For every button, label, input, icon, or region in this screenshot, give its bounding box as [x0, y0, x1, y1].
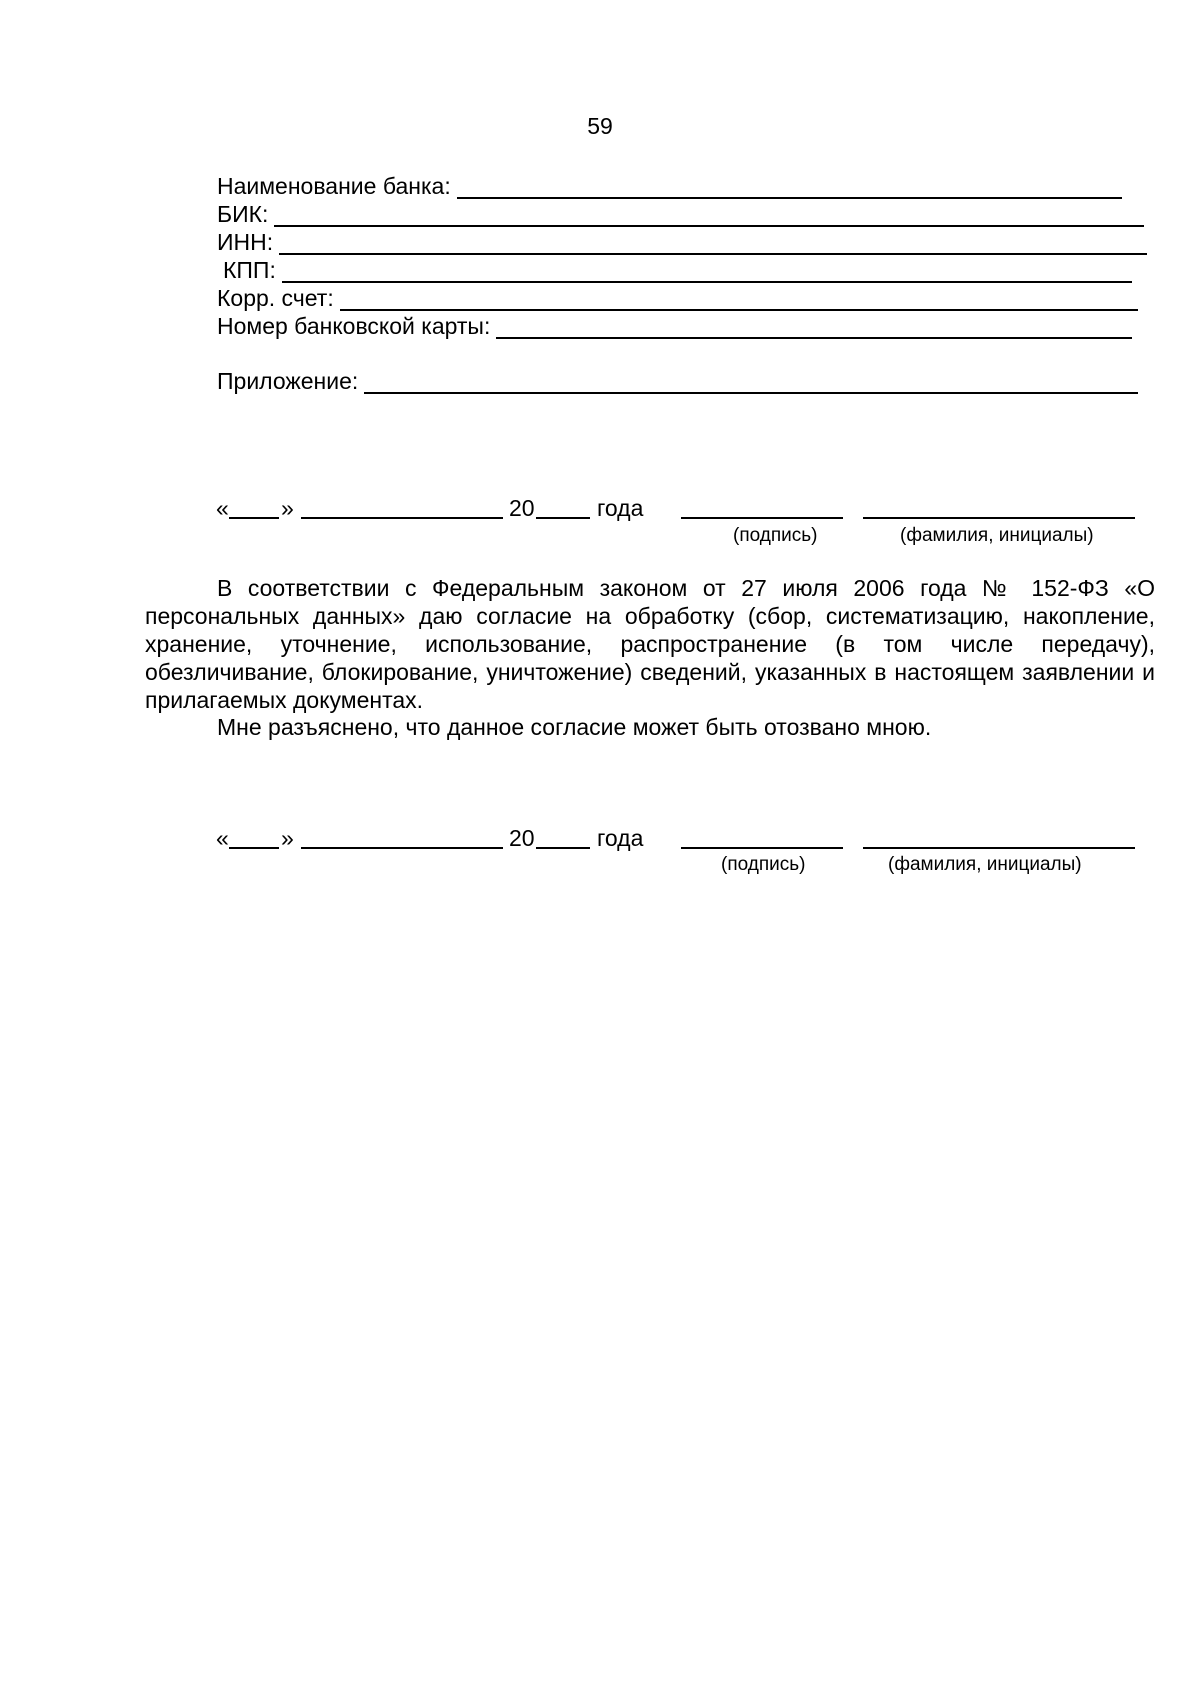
bik-blank-line[interactable]: [274, 205, 1144, 227]
date-month-blank[interactable]: [301, 517, 503, 519]
date-month-blank[interactable]: [301, 847, 503, 849]
date-quote-open: «: [216, 495, 229, 521]
year-suffix: года: [597, 495, 644, 521]
signature-caption: (подпись): [721, 854, 806, 875]
date-year-blank[interactable]: [536, 847, 590, 849]
attachment-field: [217, 368, 1138, 394]
kpp-field: [223, 257, 1132, 283]
page-number: 59: [587, 113, 613, 139]
date-year-blank[interactable]: [536, 517, 590, 519]
bank-name-blank-line[interactable]: [457, 177, 1122, 199]
card-number-field: [217, 313, 1132, 339]
signature-blank[interactable]: [681, 517, 843, 519]
date-day-blank[interactable]: [229, 517, 279, 519]
corr-account-blank-line[interactable]: [340, 289, 1138, 311]
bank-name-label: Наименование банка:: [217, 173, 451, 199]
name-initials-blank[interactable]: [863, 517, 1135, 519]
attachment-label: Приложение:: [217, 368, 359, 394]
bik-label: БИК:: [217, 201, 269, 227]
year-suffix: года: [597, 825, 644, 851]
date-quote-close: »: [281, 825, 294, 851]
date-quote-open: «: [216, 825, 229, 851]
attachment-blank-line[interactable]: [364, 372, 1138, 394]
name-initials-caption: (фамилия, инициалы): [900, 525, 1094, 546]
date-day-blank[interactable]: [229, 847, 279, 849]
revocation-paragraph: Мне разъяснено, что данное согласие может быть отозвано мною.: [217, 714, 932, 740]
inn-field: [217, 229, 1147, 255]
name-initials-blank[interactable]: [863, 847, 1135, 849]
corr-account-field: [217, 285, 1138, 311]
bank-name-field: [217, 173, 1122, 199]
bik-field: [217, 201, 1144, 227]
date-quote-close: »: [281, 495, 294, 521]
kpp-label: КПП:: [223, 257, 276, 283]
inn-blank-line[interactable]: [279, 233, 1147, 255]
signature-caption: (подпись): [733, 525, 818, 546]
card-number-blank-line[interactable]: [496, 317, 1132, 339]
card-number-label: Номер банковской карты:: [217, 313, 491, 339]
year-prefix: 20: [509, 825, 535, 851]
year-prefix: 20: [509, 495, 535, 521]
inn-label: ИНН:: [217, 229, 274, 255]
consent-paragraph: В соответствии с Федеральным законом от 27 июля 2006 года № 152-ФЗ «О персональных данных» даю согласие на обработку (сбор, систематизацию, накопление, хранение, уточнение, использование, распространение (в том числе передачу), обезличивание, блокирование, уничтожение) сведений, указанных в настоящем заявлении и прилагаемых документах.: [145, 575, 1155, 713]
signature-blank[interactable]: [681, 847, 843, 849]
kpp-blank-line[interactable]: [282, 261, 1132, 283]
name-initials-caption: (фамилия, инициалы): [888, 854, 1082, 875]
corr-account-label: Корр. счет:: [217, 285, 334, 311]
